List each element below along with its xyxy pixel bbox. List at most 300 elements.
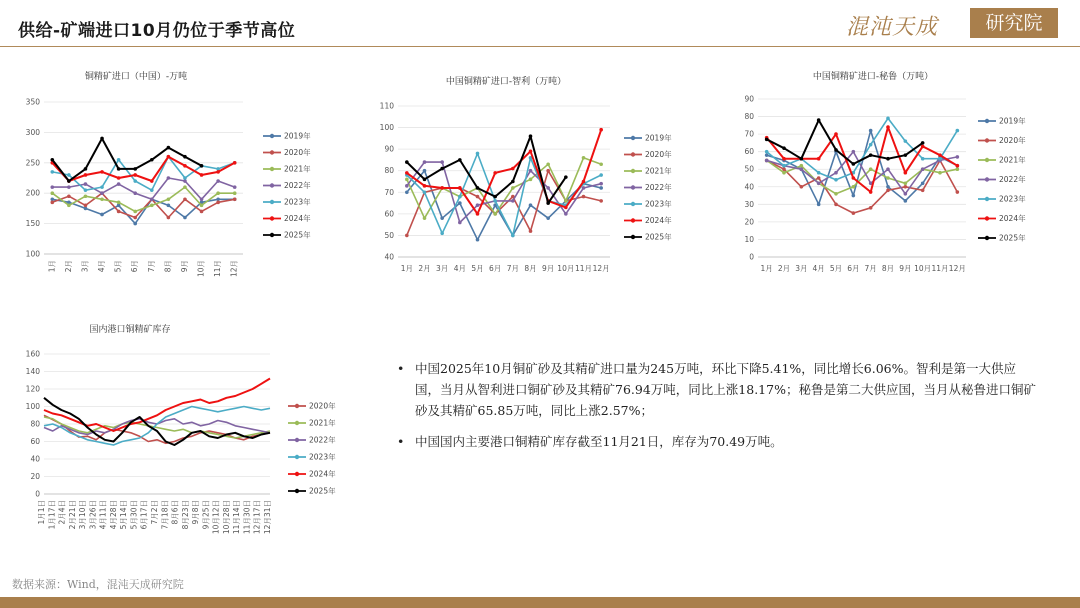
x-tick-label: 3月 — [80, 260, 90, 273]
x-tick-label: 7月 — [146, 260, 156, 273]
data-point — [782, 171, 786, 175]
legend-label: 2024年 — [284, 214, 311, 224]
legend-label: 2020年 — [284, 148, 311, 158]
y-tick-label: 250 — [25, 158, 40, 168]
data-point — [834, 178, 838, 182]
legend-marker — [270, 167, 274, 171]
legend-marker — [985, 197, 989, 201]
x-tick-label: 8月6日 — [170, 500, 180, 525]
legend-label: 2022年 — [284, 181, 311, 191]
data-point — [869, 143, 873, 147]
legend-marker — [631, 202, 635, 206]
data-point — [852, 194, 856, 198]
data-point — [216, 170, 220, 174]
x-tick-label: 4月 — [97, 260, 107, 273]
x-tick-label: 11月30日 — [242, 500, 252, 535]
legend-marker — [295, 438, 299, 442]
data-point — [167, 197, 171, 201]
data-point — [869, 153, 873, 157]
legend-marker — [985, 158, 989, 162]
data-point — [904, 181, 908, 185]
data-point — [167, 176, 171, 180]
data-point — [440, 186, 444, 190]
data-point — [150, 197, 154, 201]
data-point — [458, 221, 462, 225]
data-point — [921, 141, 925, 145]
data-point — [216, 201, 220, 205]
x-tick-label: 8月 — [163, 260, 173, 273]
data-point — [582, 156, 586, 160]
x-tick-label: 1月1日 — [37, 500, 46, 525]
data-point — [852, 176, 856, 180]
data-point — [133, 210, 137, 214]
data-point — [904, 199, 908, 203]
data-point — [921, 188, 925, 192]
y-tick-label: 0 — [35, 489, 40, 499]
data-point — [84, 204, 88, 208]
y-tick-label: 90 — [384, 144, 394, 154]
data-point — [511, 199, 515, 203]
data-point — [529, 150, 533, 154]
data-point — [476, 152, 480, 156]
data-point — [852, 185, 856, 189]
data-point — [956, 155, 960, 159]
data-point — [599, 186, 603, 190]
legend-marker — [631, 185, 635, 189]
data-point — [84, 194, 88, 198]
legend-label: 2023年 — [309, 452, 336, 462]
data-point — [956, 164, 960, 168]
x-tick-label: 9月8日 — [191, 500, 201, 525]
data-point — [869, 167, 873, 171]
legend-marker — [631, 235, 635, 239]
series-line — [767, 120, 923, 164]
data-point — [405, 171, 409, 175]
legend-marker — [270, 200, 274, 204]
data-point — [117, 158, 121, 162]
data-point — [100, 191, 104, 195]
data-point — [100, 197, 104, 201]
x-tick-label: 7月18日 — [160, 500, 170, 530]
legend-label: 2024年 — [645, 216, 672, 226]
y-tick-label: 40 — [384, 252, 394, 262]
data-point — [904, 185, 908, 189]
data-point — [100, 170, 104, 174]
data-point — [117, 167, 121, 171]
data-point — [529, 178, 533, 182]
data-source: 数据来源：Wind，混沌天成研究院 — [12, 578, 184, 591]
x-tick-label: 10月 — [196, 260, 206, 278]
data-point — [886, 157, 890, 161]
data-point — [476, 238, 480, 242]
data-point — [67, 185, 71, 189]
data-point — [167, 204, 171, 208]
data-point — [852, 150, 856, 154]
x-tick-label: 4月 — [812, 264, 825, 273]
data-point — [886, 117, 890, 121]
data-point — [493, 199, 497, 203]
legend-marker — [985, 216, 989, 220]
x-tick-label: 5月 — [471, 264, 484, 273]
data-point — [529, 134, 533, 138]
data-point — [133, 222, 137, 226]
x-tick-label: 12月 — [229, 260, 239, 278]
data-point — [84, 182, 88, 186]
legend-label: 2019年 — [284, 131, 311, 141]
data-point — [886, 167, 890, 171]
data-point — [100, 137, 104, 141]
data-point — [869, 129, 873, 133]
data-point — [582, 195, 586, 199]
data-point — [800, 157, 804, 161]
x-tick-label: 5月 — [829, 264, 843, 273]
logo-box: 研究院 — [970, 8, 1058, 38]
data-point — [50, 201, 54, 205]
data-point — [458, 195, 462, 199]
x-tick-label: 8月 — [524, 264, 537, 273]
legend-label: 2021年 — [309, 418, 336, 428]
data-point — [100, 185, 104, 189]
y-tick-label: 20 — [30, 472, 40, 481]
y-tick-label: 100 — [25, 402, 40, 411]
data-point — [405, 234, 409, 238]
slide-header — [0, 0, 1080, 47]
data-point — [476, 195, 480, 199]
data-point — [493, 171, 497, 175]
x-tick-label: 6月 — [847, 264, 860, 273]
x-tick-label: 11月14日 — [232, 500, 242, 535]
legend-marker — [295, 489, 299, 493]
data-point — [938, 153, 942, 157]
data-point — [817, 181, 821, 185]
legend-marker — [631, 152, 635, 156]
data-point — [529, 229, 533, 233]
data-point — [921, 145, 925, 149]
data-point — [167, 146, 171, 150]
series-line — [52, 157, 234, 181]
data-point — [440, 160, 444, 164]
y-tick-label: 50 — [744, 164, 754, 174]
x-tick-label: 6月 — [489, 264, 502, 273]
y-tick-label: 70 — [384, 187, 394, 197]
x-tick-label: 10月 — [914, 264, 932, 273]
data-point — [423, 160, 427, 164]
legend-marker — [295, 421, 299, 425]
legend-marker — [985, 236, 989, 240]
data-point — [782, 146, 786, 150]
data-point — [84, 188, 88, 192]
data-point — [765, 150, 769, 154]
x-tick-label: 12月 — [592, 264, 610, 273]
data-point — [817, 203, 821, 207]
data-point — [782, 157, 786, 161]
x-tick-label: 1月 — [400, 264, 413, 273]
data-point — [233, 185, 237, 189]
data-point — [921, 167, 925, 171]
legend-label: 2019年 — [645, 133, 672, 143]
data-point — [67, 204, 71, 208]
data-point — [956, 190, 960, 194]
data-point — [200, 210, 204, 214]
company-logo — [846, 8, 1060, 40]
data-point — [200, 197, 204, 201]
y-tick-label: 350 — [25, 97, 40, 107]
x-tick-label: 8月23日 — [180, 500, 190, 530]
data-point — [405, 184, 409, 188]
data-point — [216, 179, 220, 183]
data-point — [834, 203, 838, 207]
legend-label: 2022年 — [999, 175, 1026, 185]
legend-marker — [295, 404, 299, 408]
x-tick-label: 4月11日 — [98, 500, 108, 530]
data-point — [117, 176, 121, 180]
chart-china-import — [8, 64, 348, 279]
legend-label: 2023年 — [284, 197, 311, 207]
y-tick-label: 120 — [25, 384, 40, 394]
data-point — [50, 170, 54, 174]
data-point — [183, 216, 187, 220]
data-point — [84, 167, 88, 171]
x-tick-label: 7月2日 — [150, 500, 159, 525]
data-point — [599, 162, 603, 166]
data-point — [852, 211, 856, 215]
data-point — [546, 169, 550, 173]
legend-label: 2021年 — [284, 164, 311, 174]
data-point — [904, 153, 908, 157]
y-tick-label: 300 — [25, 127, 40, 137]
data-point — [423, 169, 427, 173]
x-tick-label: 11月 — [213, 260, 223, 278]
y-tick-label: 60 — [744, 147, 754, 157]
x-tick-label: 10月12日 — [211, 500, 221, 535]
x-tick-label: 11月 — [574, 264, 593, 273]
legend-marker — [631, 169, 635, 173]
data-point — [117, 201, 121, 205]
data-point — [233, 161, 237, 165]
data-point — [511, 167, 515, 171]
data-point — [440, 231, 444, 235]
y-tick-label: 20 — [744, 217, 754, 227]
x-tick-label: 2月 — [63, 260, 73, 273]
data-point — [233, 197, 237, 201]
data-point — [133, 179, 137, 183]
data-point — [167, 155, 171, 159]
legend-marker — [270, 150, 274, 154]
x-tick-label: 10月 — [557, 264, 575, 273]
data-point — [599, 199, 603, 203]
data-point — [582, 180, 586, 184]
data-point — [423, 190, 427, 194]
x-tick-label: 5月14日 — [119, 500, 129, 530]
data-point — [133, 167, 137, 171]
legend-label: 2024年 — [999, 214, 1026, 224]
legend-label: 2019年 — [999, 116, 1026, 126]
data-point — [458, 201, 462, 205]
legend-label: 2025年 — [999, 233, 1026, 243]
y-tick-label: 90 — [744, 94, 754, 104]
data-point — [599, 173, 603, 177]
data-point — [423, 216, 427, 220]
data-point — [423, 184, 427, 188]
chart-peru-import — [728, 64, 1068, 289]
data-point — [133, 216, 137, 220]
data-point — [405, 190, 409, 194]
y-tick-label: 70 — [744, 129, 754, 139]
data-point — [800, 167, 804, 171]
data-point — [904, 192, 908, 196]
data-point — [904, 171, 908, 175]
x-tick-label: 6月17日 — [139, 500, 149, 530]
chart-chile-import — [356, 70, 710, 285]
legend-marker — [631, 218, 635, 222]
data-point — [183, 197, 187, 201]
data-point — [100, 213, 104, 217]
data-point — [546, 201, 550, 205]
x-tick-label: 2月 — [418, 264, 431, 273]
data-point — [50, 185, 54, 189]
x-tick-label: 12月31日 — [263, 500, 272, 535]
x-tick-label: 1月 — [47, 260, 57, 273]
x-tick-label: 3月 — [795, 264, 808, 273]
legend-label: 2024年 — [309, 469, 336, 479]
data-point — [183, 185, 187, 189]
y-tick-label: 50 — [384, 230, 394, 240]
x-tick-label: 11月 — [931, 264, 949, 273]
data-point — [817, 171, 821, 175]
legend-marker — [985, 119, 989, 123]
chart-port-inventory — [10, 316, 355, 571]
x-tick-label: 9月25日 — [201, 500, 211, 530]
data-point — [956, 167, 960, 171]
data-point — [817, 118, 821, 122]
data-point — [886, 176, 890, 180]
slide-title: 供给-矿端进口10月仍位于季节高位 — [18, 21, 296, 41]
data-point — [458, 186, 462, 190]
legend-label: 2020年 — [999, 136, 1026, 146]
series-line — [44, 415, 270, 443]
data-point — [921, 157, 925, 161]
data-point — [765, 159, 769, 163]
data-point — [216, 191, 220, 195]
data-point — [765, 138, 769, 142]
data-point — [117, 182, 121, 186]
data-point — [782, 164, 786, 168]
data-point — [476, 212, 480, 216]
footer-bar — [0, 597, 1080, 608]
data-point — [150, 158, 154, 162]
data-point — [150, 204, 154, 208]
x-tick-label: 12月 — [948, 264, 966, 273]
x-tick-label: 12月17日 — [252, 500, 262, 535]
data-point — [511, 186, 515, 190]
data-point — [440, 167, 444, 171]
bullet-inventory: • 中国国内主要港口铜精矿库存截至11月21日，库存为70.49万吨。 — [397, 431, 1037, 452]
data-point — [599, 182, 603, 186]
legend-marker — [985, 177, 989, 181]
data-point — [183, 155, 187, 159]
data-point — [886, 188, 890, 192]
header-rule — [0, 46, 1080, 47]
data-point — [782, 167, 786, 171]
data-point — [476, 186, 480, 190]
data-point — [117, 210, 121, 214]
chart-title: 铜精矿进口（中国）-万吨 — [84, 72, 188, 82]
data-point — [440, 216, 444, 220]
legend-marker — [270, 233, 274, 237]
x-tick-label: 1月 — [760, 264, 773, 273]
data-point — [765, 153, 769, 157]
data-point — [200, 164, 204, 168]
y-tick-label: 80 — [30, 419, 40, 429]
y-tick-label: 60 — [30, 437, 40, 446]
legend-marker — [270, 134, 274, 138]
y-tick-label: 150 — [25, 219, 40, 229]
legend-marker — [985, 138, 989, 142]
x-tick-label: 6月 — [130, 260, 140, 273]
legend-label: 2025年 — [284, 230, 311, 240]
data-point — [50, 158, 54, 162]
data-point — [817, 157, 821, 161]
x-tick-label: 4月 — [453, 264, 466, 273]
series-line — [52, 139, 201, 182]
data-point — [834, 192, 838, 196]
data-point — [529, 203, 533, 207]
data-point — [458, 158, 462, 162]
data-point — [50, 191, 54, 195]
data-point — [150, 179, 154, 183]
legend-label: 2022年 — [645, 183, 672, 193]
data-point — [956, 129, 960, 133]
y-tick-label: 80 — [744, 112, 754, 122]
legend-label: 2021年 — [999, 155, 1026, 165]
data-point — [800, 185, 804, 189]
y-tick-label: 10 — [744, 234, 754, 244]
legend-label: 2025年 — [645, 232, 672, 242]
data-point — [546, 162, 550, 166]
series-line — [44, 417, 270, 438]
data-point — [546, 186, 550, 190]
data-point — [183, 176, 187, 180]
data-point — [133, 173, 137, 177]
data-point — [493, 212, 497, 216]
data-point — [67, 173, 71, 177]
data-point — [423, 178, 427, 182]
x-tick-label: 9月 — [542, 264, 555, 273]
legend-label: 2023年 — [645, 199, 672, 209]
x-tick-label: 4月28日 — [108, 500, 118, 530]
data-point — [886, 185, 890, 189]
data-point — [405, 160, 409, 164]
data-point — [852, 162, 856, 166]
y-tick-label: 40 — [30, 454, 40, 464]
data-point — [493, 195, 497, 199]
y-tick-label: 0 — [749, 252, 754, 262]
data-point — [869, 190, 873, 194]
chart-title: 中国铜精矿进口-秘鲁（万吨） — [812, 72, 934, 82]
legend-marker — [270, 216, 274, 220]
data-point — [938, 157, 942, 161]
legend-label: 2020年 — [309, 401, 336, 411]
data-point — [800, 164, 804, 168]
x-tick-label: 8月 — [881, 264, 895, 273]
data-point — [200, 173, 204, 177]
data-point — [233, 191, 237, 195]
y-tick-label: 100 — [379, 123, 394, 133]
commentary — [397, 358, 1037, 462]
data-point — [511, 180, 515, 184]
x-tick-label: 3月26日 — [88, 500, 98, 530]
data-point — [67, 194, 71, 198]
